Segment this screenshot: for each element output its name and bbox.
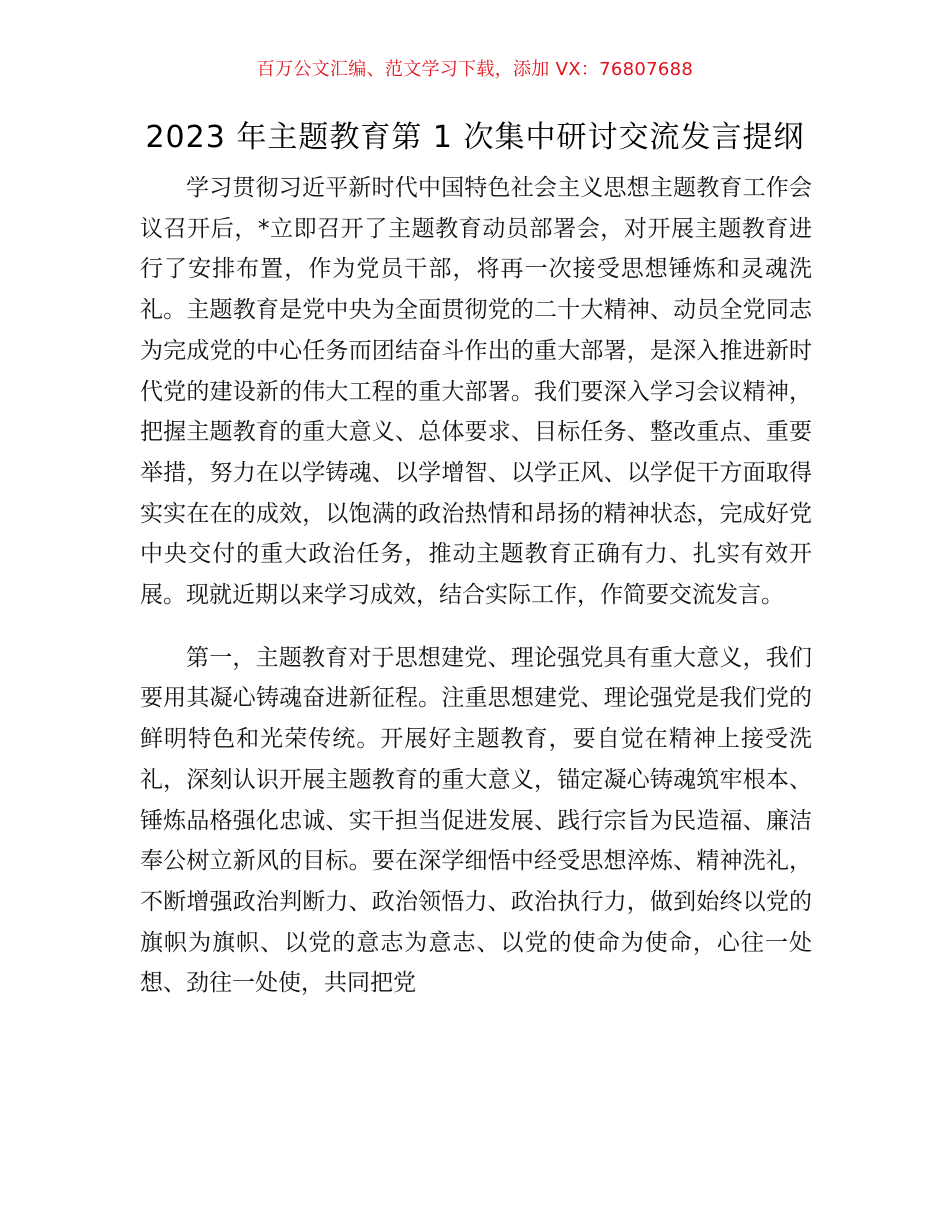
paragraph-first-point: 第一，主题教育对于思想建党、理论强党具有重大意义，我们要用其凝心铸魂奋进新征程。注重思想建党、理论强党是我们党的鲜明特色和光荣传统。开展好主题教育，要自觉在精神上接受洗礼，深刻认识开展主题教育的重大意义，锚定凝心铸魂筑牢根本、锤炼品格强化忠诚、实干担当促进发展、践行宗旨为民造福、廉洁奉公树立新风的目标。要在深学细悟中经受思想淬炼、精神洗礼，不断增强政治判断力、政治领悟力、政治执行力，做到始终以党的旗帜为旗帜、以党的意志为意志、以党的使命为使命，心往一处想、劲往一处使，共同把党 — [140, 644, 812, 997]
document-body — [140, 168, 812, 1004]
watermark-header: 百万公文汇编、范文学习下载，添加 VX：76807688 — [256, 59, 694, 80]
paragraph-intro: 学习贯彻习近平新时代中国特色社会主义思想主题教育工作会议召开后，*立即召开了主题教育动员部署会，对开展主题教育进行了安排布置，作为党员干部，将再一次接受思想锤炼和灵魂洗礼。主题教育是党中央为全面贯彻党的二十大精神、动员全党同志为完成党的中心任务而团结奋斗作出的重大部署，是深入推进新时代党的建设新的伟大工程的重大部署。我们要深入学习会议精神，把握主题教育的重大意义、总体要求、目标任务、整改重点、重要举措，努力在以学铸魂、以学增智、以学正风、以学促干方面取得实实在在的成效，以饱满的政治热情和昂扬的精神状态，完成好党中央交付的重大政治任务，推动主题教育正确有力、扎实有效开展。现就近期以来学习成效，结合实际工作，作简要交流发言。 — [140, 175, 812, 609]
document-title: 2023 年主题教育第 1 次集中研讨交流发言提纲 — [145, 120, 805, 155]
